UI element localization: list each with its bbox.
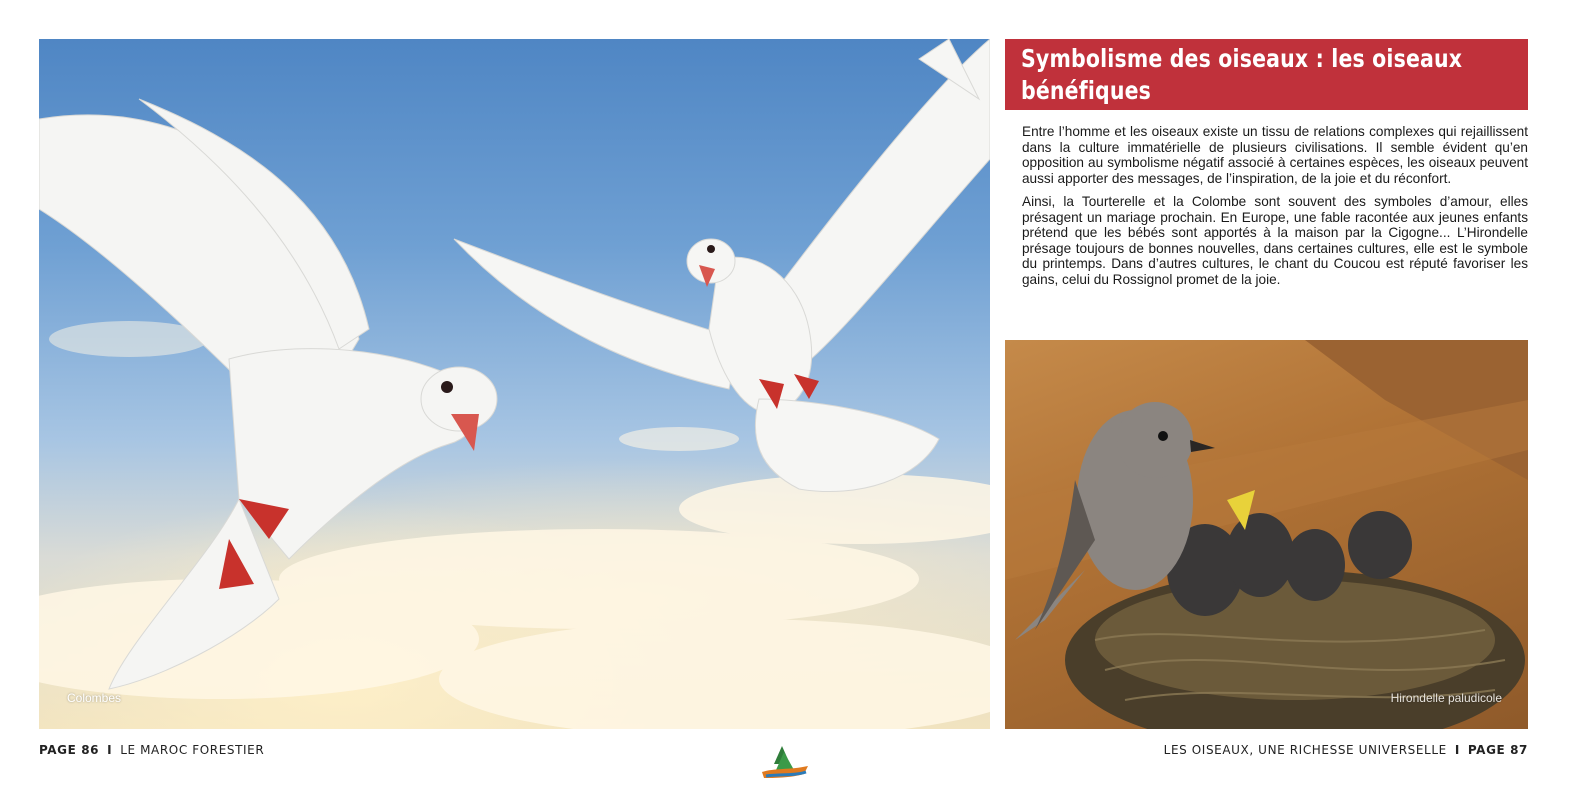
article-title-band	[1005, 39, 1528, 110]
article-body	[1022, 124, 1528, 295]
publication-name: LE MAROC FORESTIER	[120, 743, 265, 757]
article-paragraph: Entre l’homme et les oiseaux existe un tissu de relations complexes qui rejaillissent dans la culture immatérielle de plusieurs civilisations. Il semble évident qu’en opposition au symbolisme négatif associé à certaines espèces, les oiseaux peuvent aussi apporter des messages, de l’inspiration, de la joie et du réconfort.	[1022, 124, 1528, 186]
photo-caption-colombes: Colombes	[67, 691, 122, 705]
footer-separator: I	[107, 743, 113, 757]
swallow-nest-photo	[1005, 340, 1528, 729]
footer-right	[1164, 743, 1528, 757]
dove-right	[454, 39, 990, 492]
page-number-right: PAGE 87	[1467, 743, 1528, 757]
forest-logo-icon	[760, 744, 810, 782]
footer-left	[39, 743, 264, 757]
footer-separator: I	[1454, 743, 1460, 757]
doves-illustration	[39, 39, 990, 729]
page-number-left: PAGE 86	[39, 743, 100, 757]
swallow-nest-illustration	[1005, 340, 1528, 729]
article-paragraph: Ainsi, la Tourterelle et la Colombe sont souvent des symboles d’amour, elles présagent un mariage prochain. En Europe, une fable racontée aux jeunes enfants prétend que les bébés sont apportés à la maison par la Cigogne... L’Hirondelle présage toujours de bonnes nouvelles, dans certaines cultures, elle est le symbole du printemps. Dans d’autres cultures, le chant du Coucou est réputé favoriser les gains, celui du Rossignol promet de la joie.	[1022, 194, 1528, 287]
article-title: Symbolisme des oiseaux : les oiseaux bénéfiques	[1021, 44, 1463, 105]
doves-photo	[39, 39, 990, 729]
photo-caption-hirondelle: Hirondelle paludicole	[1390, 691, 1502, 705]
section-name: LES OISEAUX, UNE RICHESSE UNIVERSELLE	[1163, 743, 1447, 757]
